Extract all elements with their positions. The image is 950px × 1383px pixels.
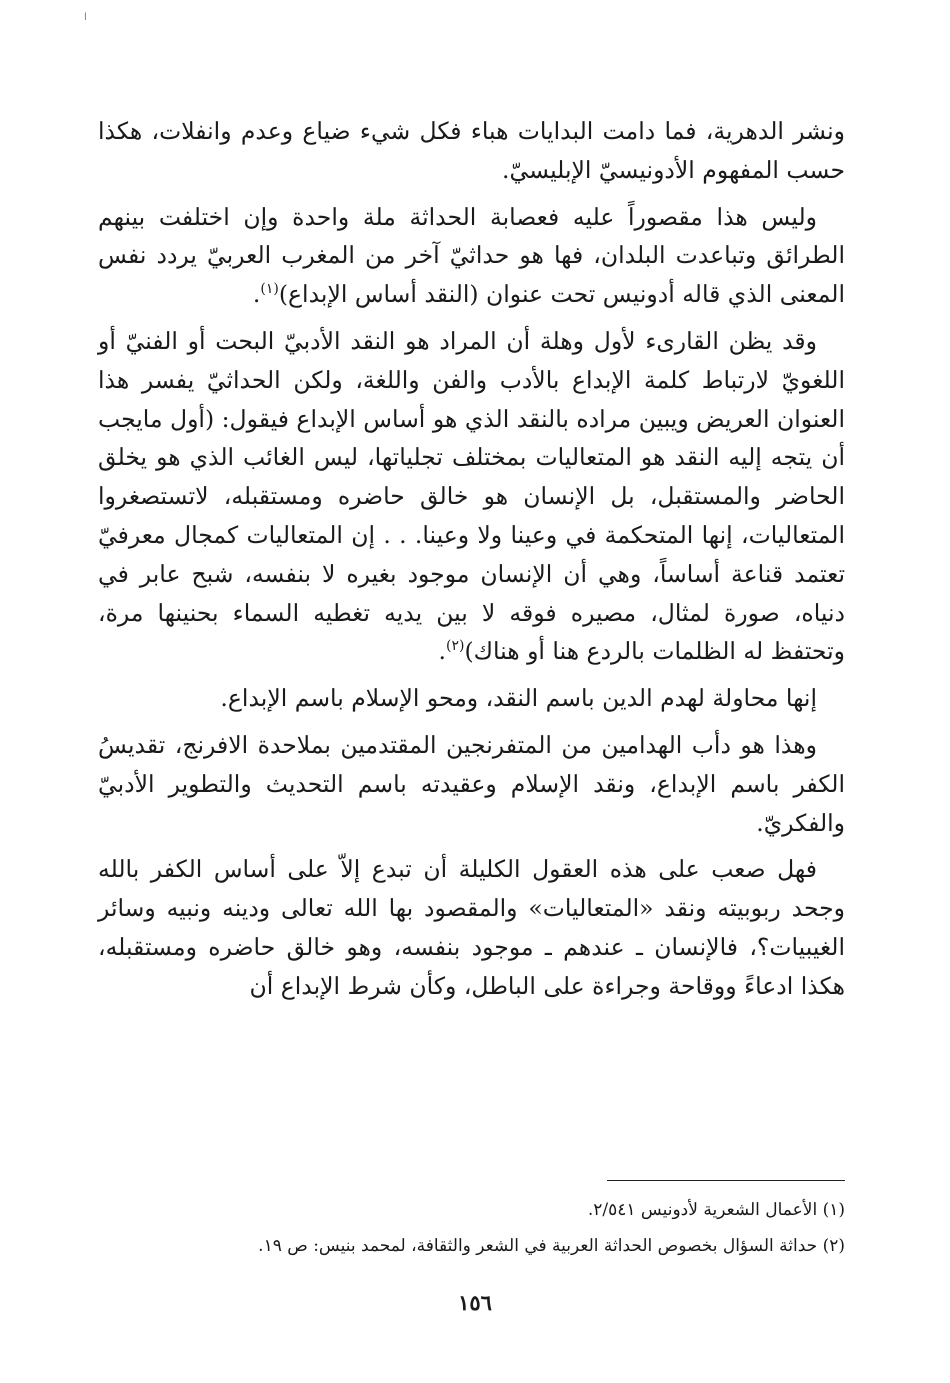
footnote-ref-2[interactable]: (٢) <box>445 638 465 655</box>
paragraph-5 <box>98 726 845 842</box>
page-number: ١٥٦ <box>458 1290 492 1315</box>
paragraph-text: وهذا هو دأب الهدامين من المتفرنجين المقتدمين بملاحدة الافرنج، تقديسُ الكفر باسم الإبداع، ونقد الإسلام وعقيدته باسم التحديث والتطوير الأدبيّ والفكريّ. <box>98 730 845 837</box>
footnote-2: (٢) حداثة السؤال بخصوص الحداثة العربية في الشعر والثقافة، لمحمد بنيس: ص ١٩. <box>258 1236 845 1256</box>
paragraph-3 <box>98 322 845 671</box>
paragraph-text: ونشر الدهرية، فما دامت البدايات هباء فكل شيء ضياع وعدم وانفلات، هكذا حسب المفهوم الأدونيسيّ الإبليسيّ. <box>98 117 845 184</box>
paragraph-4 <box>98 679 845 718</box>
paragraph-text: إنها محاولة لهدم الدين باسم النقد، ومحو الإسلام باسم الإبداع. <box>220 684 817 713</box>
paragraph-text: فهل صعب على هذه العقول الكليلة أن تبدع إلاّ على أساس الكفر بالله وجحد ربوبيته ونقد «المتعاليات» والمقصود بها الله تعالى ودينه ونبيه وسائر الغيبيات؟، فالإنسان ـ عندهم ـ موجود بنفسه، وهو خالق حاضره ومستقبله، هكذا ادعاءً ووقاحة وجراءة على الباطل، وكأن شرط الإبداع أن <box>98 855 845 1000</box>
paragraph-text: وقد يظن القارىء لأول وهلة أن المراد هو النقد الأدبيّ البحت أو الفنيّ أو اللغويّ لارتباط كلمة الإبداع بالأدب والفن واللغة، ولكن الحداثيّ يفسر هذا العنوان العريض ويبين مراده بالنقد الذي هو أساس الإبداع فيقول: (أول مايجب أن يتجه إليه النقد هو المتعاليات بمختلف تجلياتها، ليس الغائب الذي هو يخلق الحاضر والمستقبل، بل الإنسان هو خالق حاضره ومستقبله، لاتستصغروا المتعاليات، إنها المتحكمة في وعينا ولا وعينا. . . إن المتعاليات كمجال معرفيّ تعتمد قناعة أساساً، وهي أن الإنسان موجود بغيره لا بنفسه، شبح عابر في دنياه، صورة لمثال، مصيره فوقه لا بين يديه تغطيه السماء بحنينها مرة، وتحتفظ له الظلمات بالردع هنا أو هناك) <box>98 326 845 666</box>
footnote-divider <box>607 1180 845 1181</box>
corner-mark: ا <box>84 12 87 23</box>
footnote-ref-1[interactable]: (١) <box>260 281 279 298</box>
footnotes <box>98 1192 845 1264</box>
paragraph-tail: . <box>438 637 446 666</box>
main-text <box>98 112 845 1014</box>
paragraph-text: وليس هذا مقصوراً عليه فعصابة الحداثة ملة واحدة وإن اختلفت بينهم الطرائق وتباعدت البلدان، فها هو حداثيّ آخر من المغرب العربيّ يردد نفس المعنى الذي قاله أدونيس تحت عنوان (النقد أساس الإبداع) <box>98 202 845 309</box>
paragraph-1 <box>98 112 845 190</box>
footnote-1: (١) الأعمال الشعرية لأدونيس ٢/٥٤١. <box>587 1200 845 1220</box>
paragraph-tail: . <box>252 280 261 309</box>
paragraph-6 <box>98 850 845 1005</box>
paragraph-2 <box>98 198 845 314</box>
